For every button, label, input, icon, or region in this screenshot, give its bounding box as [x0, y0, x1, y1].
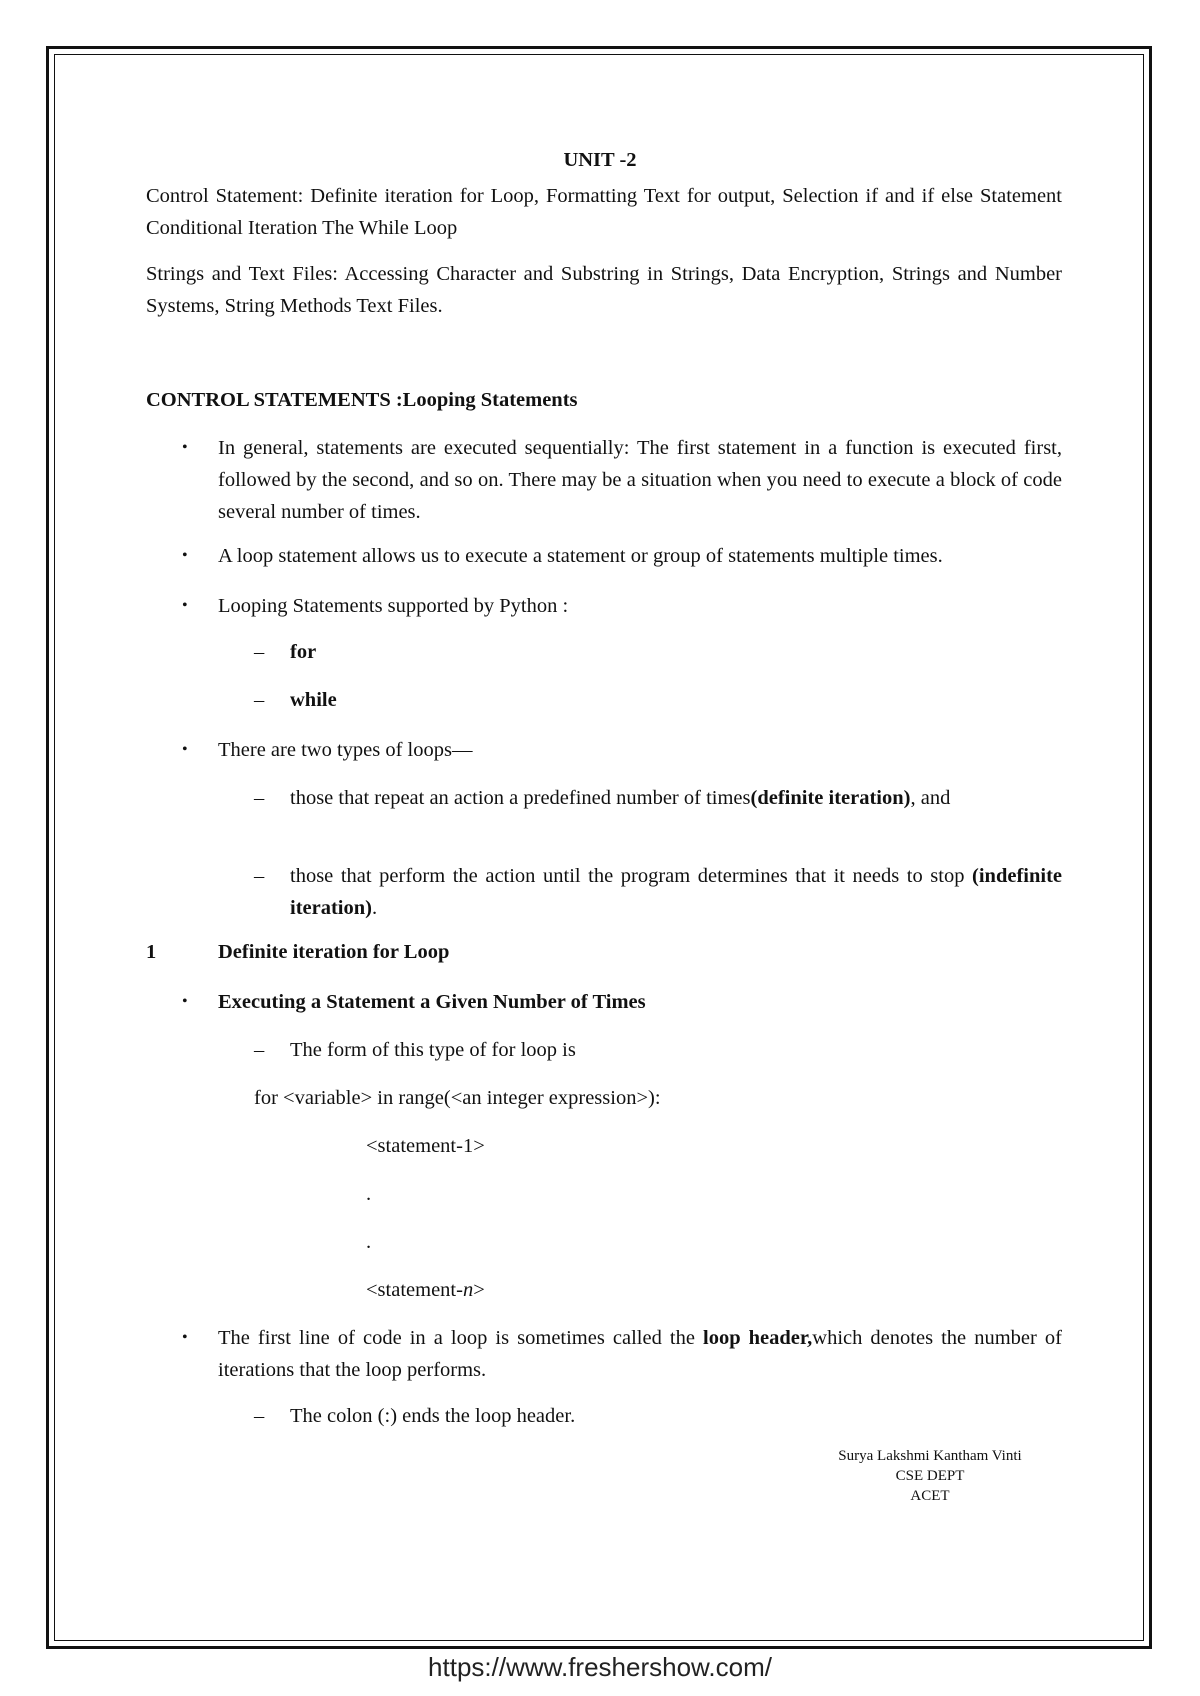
- ellipsis-dot: .: [366, 1183, 372, 1205]
- form-of-loop: The form of this type of for loop is: [290, 1039, 576, 1061]
- definite-text: those that repeat an action a predefined number of times: [290, 787, 751, 809]
- dash-marker: –: [254, 865, 265, 887]
- indefinite-text: those that perform the action until the program determines that it needs to stop: [290, 865, 973, 887]
- bullet-executing-statement: Executing a Statement a Given Number of Times: [218, 991, 646, 1013]
- bullet-marker: •: [182, 993, 188, 1010]
- intro-paragraph-strings: Strings and Text Files: Accessing Character and Substring in Strings, Data Encryption, Strings and Number Systems, String Methods Text Files.: [146, 263, 1062, 317]
- bullet-marker: •: [182, 597, 188, 614]
- bullet-loop-header: [218, 1322, 1062, 1386]
- dash-marker: –: [254, 1405, 265, 1427]
- dash-marker: –: [254, 1039, 265, 1061]
- loop-keyword-for: for: [290, 641, 317, 663]
- loop-header-term: loop header,: [703, 1327, 813, 1349]
- statement-n-prefix: <statement-: [366, 1279, 463, 1301]
- loop-header-rest: which denotes the number of iterations that the loop performs.: [218, 1327, 1062, 1381]
- loop-type-indefinite: [290, 860, 1062, 924]
- dash-marker: –: [254, 689, 265, 711]
- watermark-url: https://www.freshershow.com/: [428, 1652, 772, 1682]
- dash-marker: –: [254, 787, 265, 809]
- bullet-loop-statement: A loop statement allows us to execute a statement or group of statements multiple times.: [218, 545, 943, 567]
- definite-suffix: , and: [910, 787, 951, 809]
- statement-1: <statement-1>: [366, 1135, 485, 1157]
- definite-term: (definite iteration): [750, 787, 911, 809]
- intro-paragraph-control: Control Statement: Definite iteration for Loop, Formatting Text for output, Selection if and if else Statement Conditional Iteration The While Loop: [146, 185, 1062, 239]
- bullet-two-types: There are two types of loops—: [218, 739, 473, 761]
- bullet-marker: •: [182, 1329, 188, 1346]
- statement-n-var: n: [462, 1279, 474, 1301]
- statement-n-suffix: >: [473, 1279, 485, 1301]
- for-syntax-line: for <variable> in range(<an integer expression>):: [254, 1087, 661, 1109]
- loop-header-text: The first line of code in a loop is sometimes called the: [218, 1327, 703, 1349]
- bullet-sequential-execution: In general, statements are executed sequentially: The first statement in a function is executed first, followed by the second, and so on. There may be a situation when you need to execute a block of code several number of times.: [218, 437, 1062, 523]
- statement-n: [366, 1274, 485, 1306]
- bullet-marker: •: [182, 741, 188, 758]
- section-heading: CONTROL STATEMENTS :Looping Statements: [146, 389, 578, 411]
- ellipsis-dot: .: [366, 1231, 372, 1253]
- loop-keyword-while: while: [290, 689, 337, 711]
- loop-type-definite: [290, 782, 1062, 814]
- subsection-number: 1: [146, 941, 157, 963]
- bullet-marker: •: [182, 547, 188, 564]
- footer-dept: CSE DEPT: [895, 1468, 965, 1484]
- colon-ends-header: The colon (:) ends the loop header.: [290, 1405, 576, 1427]
- footer-college: ACET: [910, 1488, 950, 1504]
- bullet-marker: •: [182, 439, 188, 456]
- footer-author: Surya Lakshmi Kantham Vinti: [838, 1448, 1022, 1464]
- dash-marker: –: [254, 641, 265, 663]
- indefinite-term: (indefinite iteration): [290, 865, 1062, 919]
- unit-title: UNIT -2: [563, 149, 637, 171]
- bullet-looping-supported: Looping Statements supported by Python :: [218, 595, 569, 617]
- indefinite-suffix: .: [371, 897, 378, 919]
- subsection-title: Definite iteration for Loop: [218, 941, 450, 963]
